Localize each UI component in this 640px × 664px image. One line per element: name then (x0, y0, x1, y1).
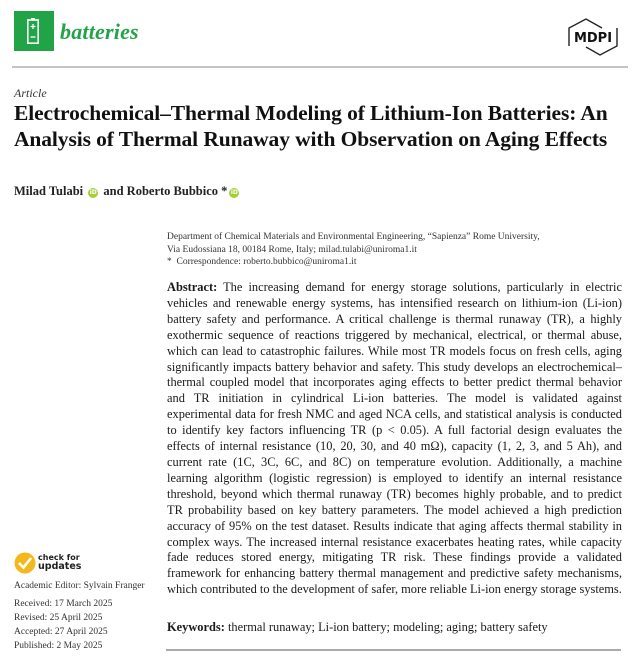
revised-date: Revised: 25 April 2025 (14, 613, 103, 623)
keywords-label: Keywords: (167, 620, 225, 634)
academic-editor: Academic Editor: Sylvain Franger (14, 581, 145, 591)
abstract-text: The increasing demand for energy storage solutions, particularly in electric vehicles and renewable energy systems, has intensified research on lithium-ion (Li-ion) battery safety and performance. A critical challenge is thermal runaway (TR), a highly exothermic sequence of reactions triggered by mechanical, electrical, or thermal abuse, which can lead to catastrophic failures. While most TR models focus on fresh cells, aging significantly impacts battery behavior and safety. This study develops an electrochemical–thermal coupled model that incorporates aging effects to better predict thermal behavior and TR initiation in cylindrical Li-ion batteries. The model is validated against experimental data for fresh NMC and aged NCA cells, and statistical analysis is conducted to identify key factors influencing TR (p < 0.05). A full factorial design evaluates the effects of internal resistance (10, 20, 30, and 40 mΩ), capacity (1, 2, 3, and 5 Ah), and current rate (1C, 3C, 6C, and 8C) on temperature evolution. Additionally, a machine learning algorithm (logistic regression) is employed to identify an internal resistance threshold, beyond which thermal runaway (TR) becomes highly probable, and to predict TR probability based on key battery parameters. The model achieved a high prediction accuracy of 95% on the test dataset. Results indicate that aging affects thermal stability in complex ways. The increased internal resistance exacerbates heating rates, while capacity fade reduces stored energy, mitigating TR risk. These findings provide a validated framework for enhancing battery thermal management and predictive safety mechanisms, which contributed to the development of safer, more reliable Li-ion energy storage systems. (167, 280, 622, 597)
article-type: Article (14, 86, 47, 100)
article-sidebar (14, 552, 164, 653)
orcid-icon[interactable]: iD (230, 189, 238, 196)
section-divider (166, 649, 621, 651)
accepted-date: Accepted: 27 April 2025 (14, 627, 108, 637)
author-name[interactable]: Milad Tulabi (14, 184, 84, 198)
check-updates-line2: updates (38, 561, 82, 572)
publication-dates (14, 597, 164, 653)
affiliation-line: Via Eudossiana 18, 00184 Rome, Italy; milad.tulabi@uniroma1.it (167, 244, 417, 255)
check-updates-line1: check for (38, 553, 80, 562)
correspondence (167, 256, 540, 269)
correspondence-text: Correspondence: roberto.bubbico@uniroma1.it (176, 257, 357, 267)
author-conjunction: and (103, 184, 124, 198)
keywords (167, 620, 548, 635)
orcid-icon[interactable]: iD (89, 189, 97, 196)
mdpi-logo-text: MDPI (573, 31, 613, 46)
affiliation-line: Department of Chemical Materials and Environmental Engineering, “Sapienza” Rome University, (167, 232, 540, 242)
keywords-text: thermal runaway; Li-ion battery; modeling; aging; battery safety (227, 620, 548, 634)
author-name[interactable]: Roberto Bubbico (126, 184, 218, 198)
mdpi-logo[interactable] (566, 16, 620, 56)
battery-icon (27, 18, 39, 44)
abstract-label: Abstract: (167, 280, 218, 294)
correspondence-marker: * (167, 257, 172, 267)
author-list (14, 184, 241, 199)
header-divider (12, 66, 628, 68)
received-date: Received: 17 March 2025 (14, 599, 113, 609)
journal-header (14, 10, 626, 58)
published-date: Published: 2 May 2025 (14, 641, 103, 651)
article-title: Electrochemical–Thermal Modeling of Lithium-Ion Batteries: An Analysis of Thermal Runaway with Observation on Aging Effects (14, 101, 608, 151)
abstract (167, 280, 622, 598)
check-for-updates-button[interactable] (14, 552, 164, 578)
affiliations (167, 231, 540, 269)
check-updates-icon (14, 552, 36, 574)
journal-name[interactable]: batteries (60, 19, 139, 44)
journal-logo[interactable] (14, 11, 54, 51)
corresponding-marker: * (221, 184, 228, 198)
